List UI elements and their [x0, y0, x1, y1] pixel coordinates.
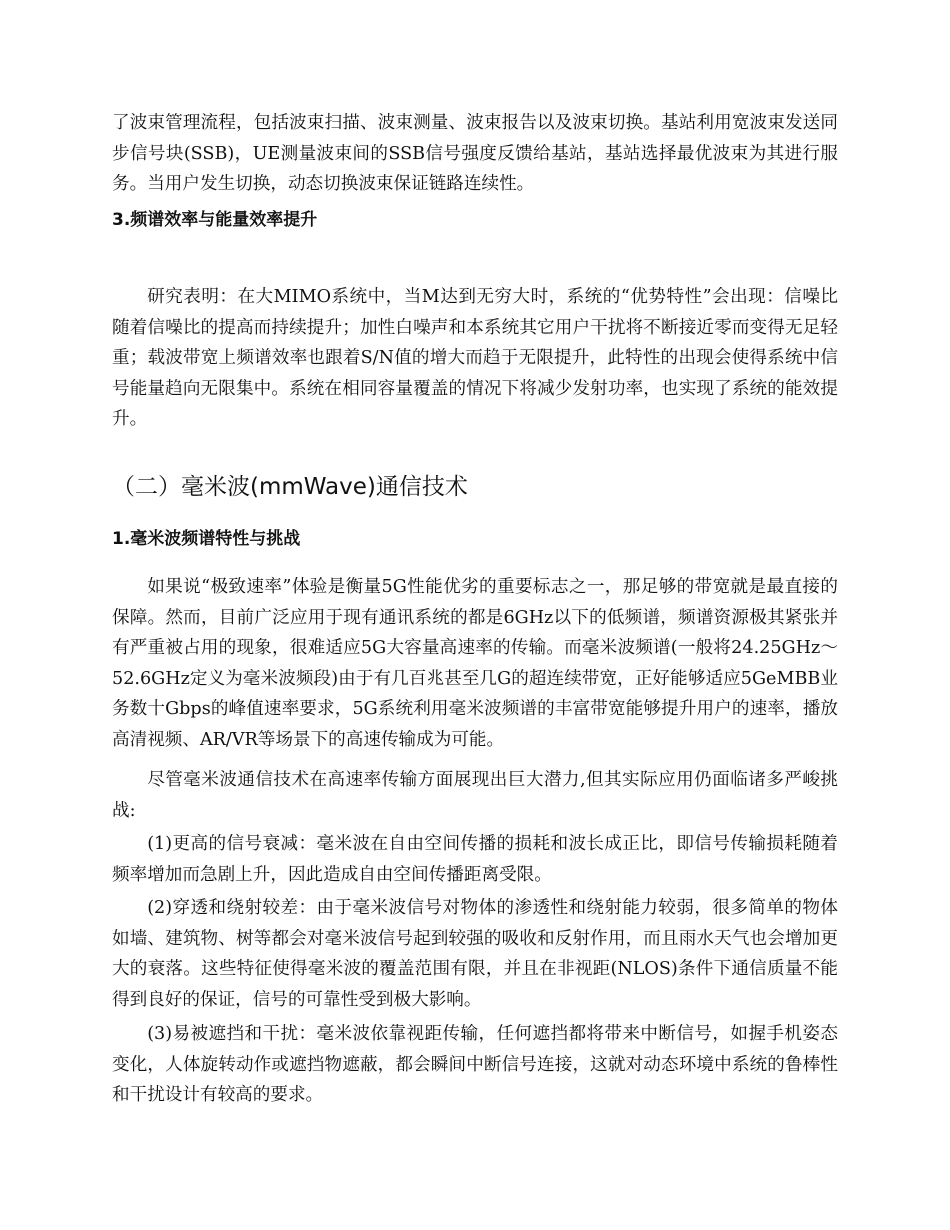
- paragraph-mmwave-challenges-intro: 尽管毫米波通信技术在高速率传输方面展现出巨大潜力,但其实际应用仍面临诸多严峻挑战:: [112, 770, 838, 821]
- heading-mmwave-spectrum: 1.毫米波频谱特性与挑战: [112, 529, 301, 549]
- paragraph-challenge-attenuation: (1)更高的信号衰减：毫米波在自由空间传播的损耗和波长成正比，即信号传输损耗随着频率增加而急剧上升，因此造成自由空间传播距离受限。: [112, 834, 838, 885]
- heading-mmwave-section: （二）毫米波(mmWave)通信技术: [112, 474, 468, 500]
- paragraph-challenge-penetration: (2)穿透和绕射较差：由于毫米波信号对物体的渗透性和绕射能力较弱，很多简单的物体如墙、建筑物、树等都会对毫米波信号起到较强的吸收和反射作用，而且雨水天气也会增加更大的衰落。这些特征使得毫米波的覆盖范围有限，并且在非视距(NLOS)条件下通信质量不能得到良好的保证，信号的可靠性受到极大影响。: [112, 898, 838, 1010]
- paragraph-mmwave-bandwidth: 如果说“极致速率”体验是衡量5G性能优劣的重要标志之一，那足够的带宽就是最直接的保障。然而，目前广泛应用于现有通讯系统的都是6GHz以下的低频谱，频谱资源极其紧张并有严重被占用的现象，很难适应5G大容量高速率的传输。而毫米波频谱(一般将24.25GHz～52.6GHz定义为毫米波频段)由于有几百兆甚至几G的超连续带宽，正好能够适应5GeMBB业务数十Gbps的峰值速率要求，5G系统利用毫米波频谱的丰富带宽能够提升用户的速率，播放高清视频、AR/VR等场景下的高速传输成为可能。: [112, 577, 838, 750]
- heading-spectral-energy-efficiency: 3.频谱效率与能量效率提升: [112, 210, 318, 230]
- paragraph-challenge-blockage: (3)易被遮挡和干扰：毫米波依靠视距传输，任何遮挡都将带来中断信号，如握手机姿态变化，人体旋转动作或遮挡物遮蔽，都会瞬间中断信号连接，这就对动态环境中系统的鲁棒性和干扰设计有较高的要求。: [112, 1024, 838, 1106]
- paragraph-beam-management: 了波束管理流程，包括波束扫描、波束测量、波束报告以及波束切换。基站利用宽波束发送同步信号块(SSB)，UE测量波束间的SSB信号强度反馈给基站，基站选择最优波束为其进行服务。当用户发生切换，动态切换波束保证链路连续性。: [112, 113, 838, 195]
- paragraph-mimo-research: 研究表明：在大MIMO系统中，当M达到无穷大时，系统的“优势特性”会出现：信噪比随着信噪比的提高而持续提升；加性白噪声和本系统其它用户干扰将不断接近零而变得无足轻重；载波带宽上频谱效率也跟着S/N值的增大而趋于无限提升，此特性的出现会使得系统中信号能量趋向无限集中。系统在相同容量覆盖的情况下将减少发射功率，也实现了系统的能效提升。: [112, 287, 838, 430]
